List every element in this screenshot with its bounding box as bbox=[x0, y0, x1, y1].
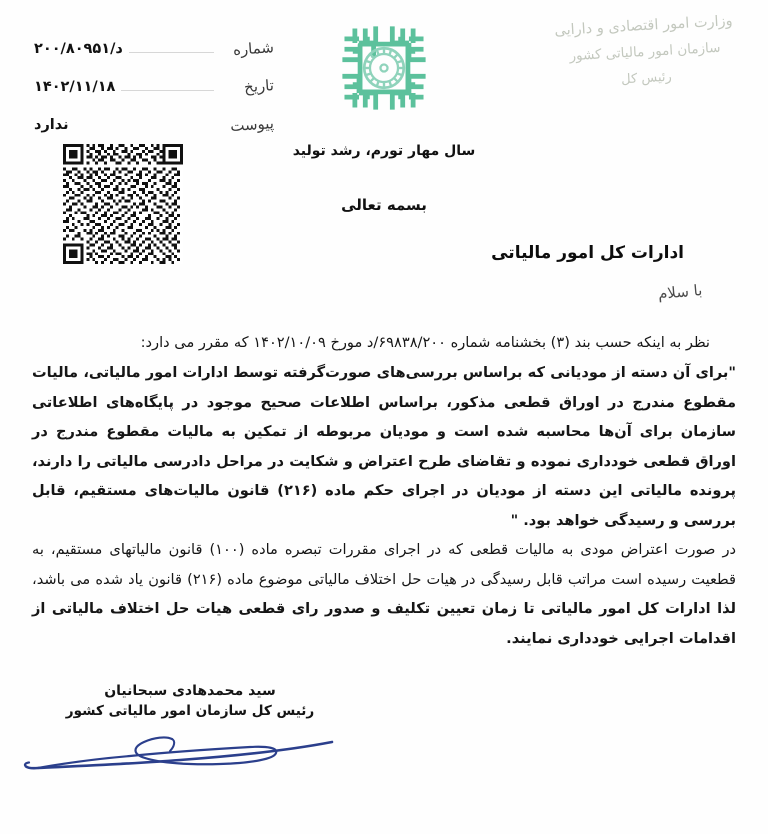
meta-rule bbox=[75, 128, 214, 129]
basmala: بسمه تعالی bbox=[341, 196, 427, 214]
ministry-name-line-3: رئیس کل bbox=[620, 69, 673, 88]
ministry-letterhead bbox=[538, 8, 752, 96]
body-intro-paragraph: نظر به اینکه حسب بند (۳) بخشنامه شماره ۶۹۸۳۸/۲۰۰/د مورخ ۱۴۰۲/۱۰/۰۹ که مقرر می دارد: bbox=[140, 334, 710, 351]
greeting: با سلام bbox=[656, 281, 703, 303]
meta-row-attachment bbox=[34, 98, 274, 136]
signatory-name: سید محمدهادی سبحانیان bbox=[104, 683, 276, 699]
body-closing-bold-text: لذا ادارات کل امور مالیاتی تا زمان تعیین تکلیف و صدور رای قطعی هیات حل اختلاف مالیاتی از اقدامات اجرایی خودداری نمایند. bbox=[32, 600, 736, 647]
meta-row-date bbox=[34, 60, 274, 98]
meta-row-number bbox=[34, 22, 274, 60]
meta-value-attachment: ندارد bbox=[34, 117, 69, 133]
meta-rule bbox=[129, 51, 214, 53]
letter-meta bbox=[34, 22, 274, 136]
letter-body bbox=[32, 328, 736, 653]
year-slogan: سال مهار تورم، رشد تولید bbox=[292, 143, 476, 159]
meta-value-date: ۱۴۰۲/۱۱/۱۸ bbox=[34, 79, 116, 95]
meta-label-number: شماره bbox=[232, 38, 275, 59]
meta-rule bbox=[121, 89, 214, 91]
meta-value-number: د/۲۰۰/۸۰۹۵۱ bbox=[34, 41, 123, 57]
ministry-name-line-2: سازمان امور مالیاتی کشور bbox=[569, 40, 721, 65]
body-middle-normal-text: در صورت اعتراض مودی به مالیات قطعی که در اجرای مقررات تبصره ماده (۱۰۰) قانون مالیاتهای مستقیم، به قطعیت رسیده است مراتب قابل رسیدگی در هیات حل اختلاف مالیاتی موضوع ماده (۲۱۶) قانون یاد شده می باشد، bbox=[32, 541, 736, 588]
body-middle-paragraph bbox=[32, 535, 736, 653]
organization-emblem-icon bbox=[332, 16, 436, 120]
signatory-title: رئیس کل سازمان امور مالیاتی کشور bbox=[65, 703, 315, 719]
body-quoted-paragraph: "برای آن دسته از مودیانی که براساس بررسی‌های صورت‌گرفته توسط ادارات امور مالیاتی، مالیات مقطوع مندرج در اوراق قطعی مذکور، براساس اطلاعات صحیح موجود در پایگاه‌های اطلاعاتی سازمان برای آن‌ها محاسبه شده است و مودیان مربوطه از تمکین به مالیات مقطوع مندرج در اوراق قطعی خودداری نموده و تقاضای طرح اعتراض و شکایت در مراحل دادرسی مالیاتی را دارند، پرونده مالیاتی این دسته از مودیان در اجرای حکم ماده (۲۱۶) قانون مالیات‌های مستقیم، قابل بررسی و رسیدگی خواهد بود. " bbox=[32, 364, 736, 529]
signature-block bbox=[0, 683, 380, 719]
meta-label-attachment: پیوست bbox=[229, 114, 275, 136]
ministry-name-line-1: وزارت امور اقتصادی و دارایی bbox=[554, 13, 733, 40]
meta-label-date: تاریخ bbox=[243, 76, 275, 97]
addressee: ادارات کل امور مالیاتی bbox=[491, 243, 684, 263]
